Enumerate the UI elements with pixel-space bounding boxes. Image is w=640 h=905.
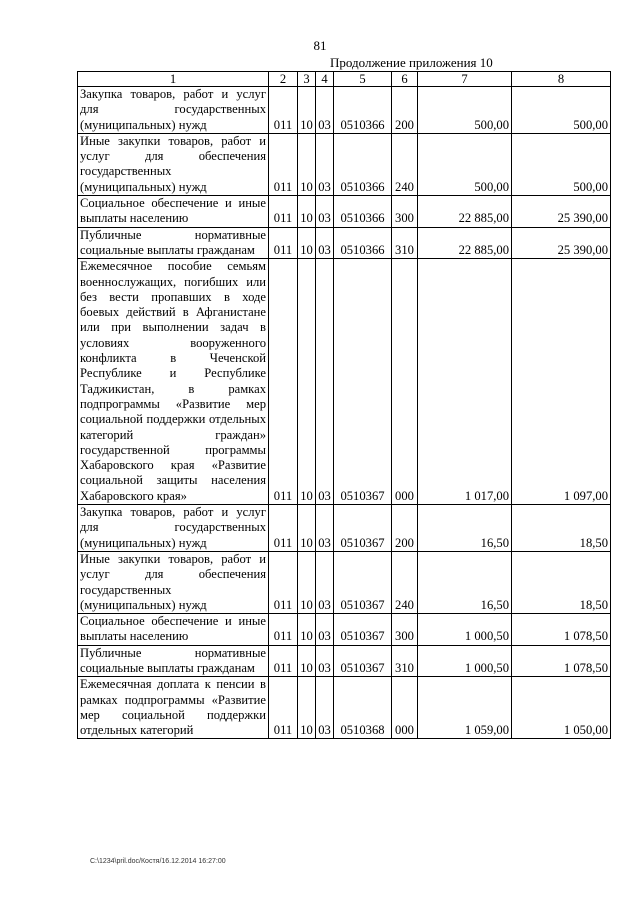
amount-2016: 500,00	[512, 133, 611, 195]
target-article-code: 0510368	[334, 677, 392, 739]
subsection-code: 03	[316, 87, 334, 134]
ministry-code: 011	[269, 259, 298, 505]
target-article-code: 0510367	[334, 505, 392, 552]
section-code: 10	[298, 259, 316, 505]
column-header: 6	[392, 72, 418, 87]
subsection-code: 03	[316, 645, 334, 677]
ministry-code: 011	[269, 505, 298, 552]
budget-item-name: Социальное обеспечение и иные выплаты населению	[78, 614, 269, 646]
section-code: 10	[298, 133, 316, 195]
expense-type-code: 240	[392, 133, 418, 195]
table-row	[78, 259, 611, 505]
file-path-footer: C:\1234\pril.doc/Костя/16.12.2014 16:27:00	[90, 858, 226, 865]
table-header-row	[78, 72, 611, 87]
budget-item-name: Иные закупки товаров, работ и услуг для обеспечения государственных (муниципальных) нужд	[78, 551, 269, 613]
amount-2015: 22 885,00	[418, 227, 512, 259]
table-row	[78, 551, 611, 613]
column-header: 2	[269, 72, 298, 87]
budget-item-name: Закупка товаров, работ и услуг для государственных (муниципальных) нужд	[78, 505, 269, 552]
expense-type-code: 200	[392, 87, 418, 134]
amount-2015: 22 885,00	[418, 196, 512, 228]
budget-item-name: Публичные нормативные социальные выплаты гражданам	[78, 645, 269, 677]
table-row	[78, 227, 611, 259]
amount-2015: 16,50	[418, 505, 512, 552]
expense-type-code: 300	[392, 196, 418, 228]
target-article-code: 0510367	[334, 614, 392, 646]
expense-type-code: 000	[392, 677, 418, 739]
subsection-code: 03	[316, 133, 334, 195]
amount-2015: 500,00	[418, 133, 512, 195]
subsection-code: 03	[316, 677, 334, 739]
column-header: 8	[512, 72, 611, 87]
ministry-code: 011	[269, 87, 298, 134]
target-article-code: 0510367	[334, 645, 392, 677]
budget-item-name: Ежемесячная доплата к пенсии в рамках подпрограммы «Развитие мер социальной поддержки отдельных категорий	[78, 677, 269, 739]
target-article-code: 0510367	[334, 259, 392, 505]
column-header: 7	[418, 72, 512, 87]
budget-item-name: Иные закупки товаров, работ и услуг для обеспечения государственных (муниципальных) нужд	[78, 133, 269, 195]
amount-2016: 1 078,50	[512, 614, 611, 646]
expense-type-code: 310	[392, 227, 418, 259]
amount-2016: 1 097,00	[512, 259, 611, 505]
amount-2015: 1 000,50	[418, 645, 512, 677]
section-code: 10	[298, 677, 316, 739]
table-row	[78, 87, 611, 134]
amount-2015: 1 000,50	[418, 614, 512, 646]
subsection-code: 03	[316, 614, 334, 646]
amount-2015: 16,50	[418, 551, 512, 613]
subsection-code: 03	[316, 551, 334, 613]
section-code: 10	[298, 645, 316, 677]
table-row	[78, 505, 611, 552]
subsection-code: 03	[316, 259, 334, 505]
section-code: 10	[298, 614, 316, 646]
column-header: 3	[298, 72, 316, 87]
budget-item-name: Ежемесячное пособие семьям военнослужащих, погибших или без вести пропавших в ходе боевых действий в Афганистане или при выполнении задач в условиях вооруженного конфликта в Чеченской Республике и Республике Таджикистан, в рамках подпрограммы «Развитие мер социальной поддержки отдельных категорий граждан» государственной программы Хабаровского края «Развитие социальной защиты населения Хабаровского края»	[78, 259, 269, 505]
page-number: 81	[313, 38, 327, 53]
section-code: 10	[298, 551, 316, 613]
amount-2016: 500,00	[512, 87, 611, 134]
column-header: 5	[334, 72, 392, 87]
ministry-code: 011	[269, 677, 298, 739]
expense-type-code: 310	[392, 645, 418, 677]
budget-item-name: Закупка товаров, работ и услуг для государственных (муниципальных) нужд	[78, 87, 269, 134]
ministry-code: 011	[269, 227, 298, 259]
expense-type-code: 000	[392, 259, 418, 505]
amount-2016: 18,50	[512, 505, 611, 552]
target-article-code: 0510366	[334, 87, 392, 134]
target-article-code: 0510367	[334, 551, 392, 613]
budget-table	[77, 71, 611, 739]
expense-type-code: 200	[392, 505, 418, 552]
subsection-code: 03	[316, 227, 334, 259]
ministry-code: 011	[269, 133, 298, 195]
ministry-code: 011	[269, 614, 298, 646]
section-code: 10	[298, 87, 316, 134]
amount-2015: 1 017,00	[418, 259, 512, 505]
amount-2015: 500,00	[418, 87, 512, 134]
section-code: 10	[298, 505, 316, 552]
table-row	[78, 133, 611, 195]
ministry-code: 011	[269, 196, 298, 228]
amount-2016: 18,50	[512, 551, 611, 613]
table-row	[78, 677, 611, 739]
table-row	[78, 645, 611, 677]
amount-2016: 1 078,50	[512, 645, 611, 677]
target-article-code: 0510366	[334, 133, 392, 195]
target-article-code: 0510366	[334, 227, 392, 259]
budget-item-name: Социальное обеспечение и иные выплаты населению	[78, 196, 269, 228]
table-row	[78, 614, 611, 646]
section-code: 10	[298, 227, 316, 259]
ministry-code: 011	[269, 645, 298, 677]
subsection-code: 03	[316, 505, 334, 552]
table-row	[78, 196, 611, 228]
column-header: 1	[78, 72, 269, 87]
amount-2015: 1 059,00	[418, 677, 512, 739]
appendix-caption: Продолжение приложения 10	[330, 55, 493, 70]
amount-2016: 25 390,00	[512, 227, 611, 259]
subsection-code: 03	[316, 196, 334, 228]
ministry-code: 011	[269, 551, 298, 613]
expense-type-code: 240	[392, 551, 418, 613]
amount-2016: 1 050,00	[512, 677, 611, 739]
expense-type-code: 300	[392, 614, 418, 646]
target-article-code: 0510366	[334, 196, 392, 228]
column-header: 4	[316, 72, 334, 87]
budget-item-name: Публичные нормативные социальные выплаты гражданам	[78, 227, 269, 259]
section-code: 10	[298, 196, 316, 228]
amount-2016: 25 390,00	[512, 196, 611, 228]
